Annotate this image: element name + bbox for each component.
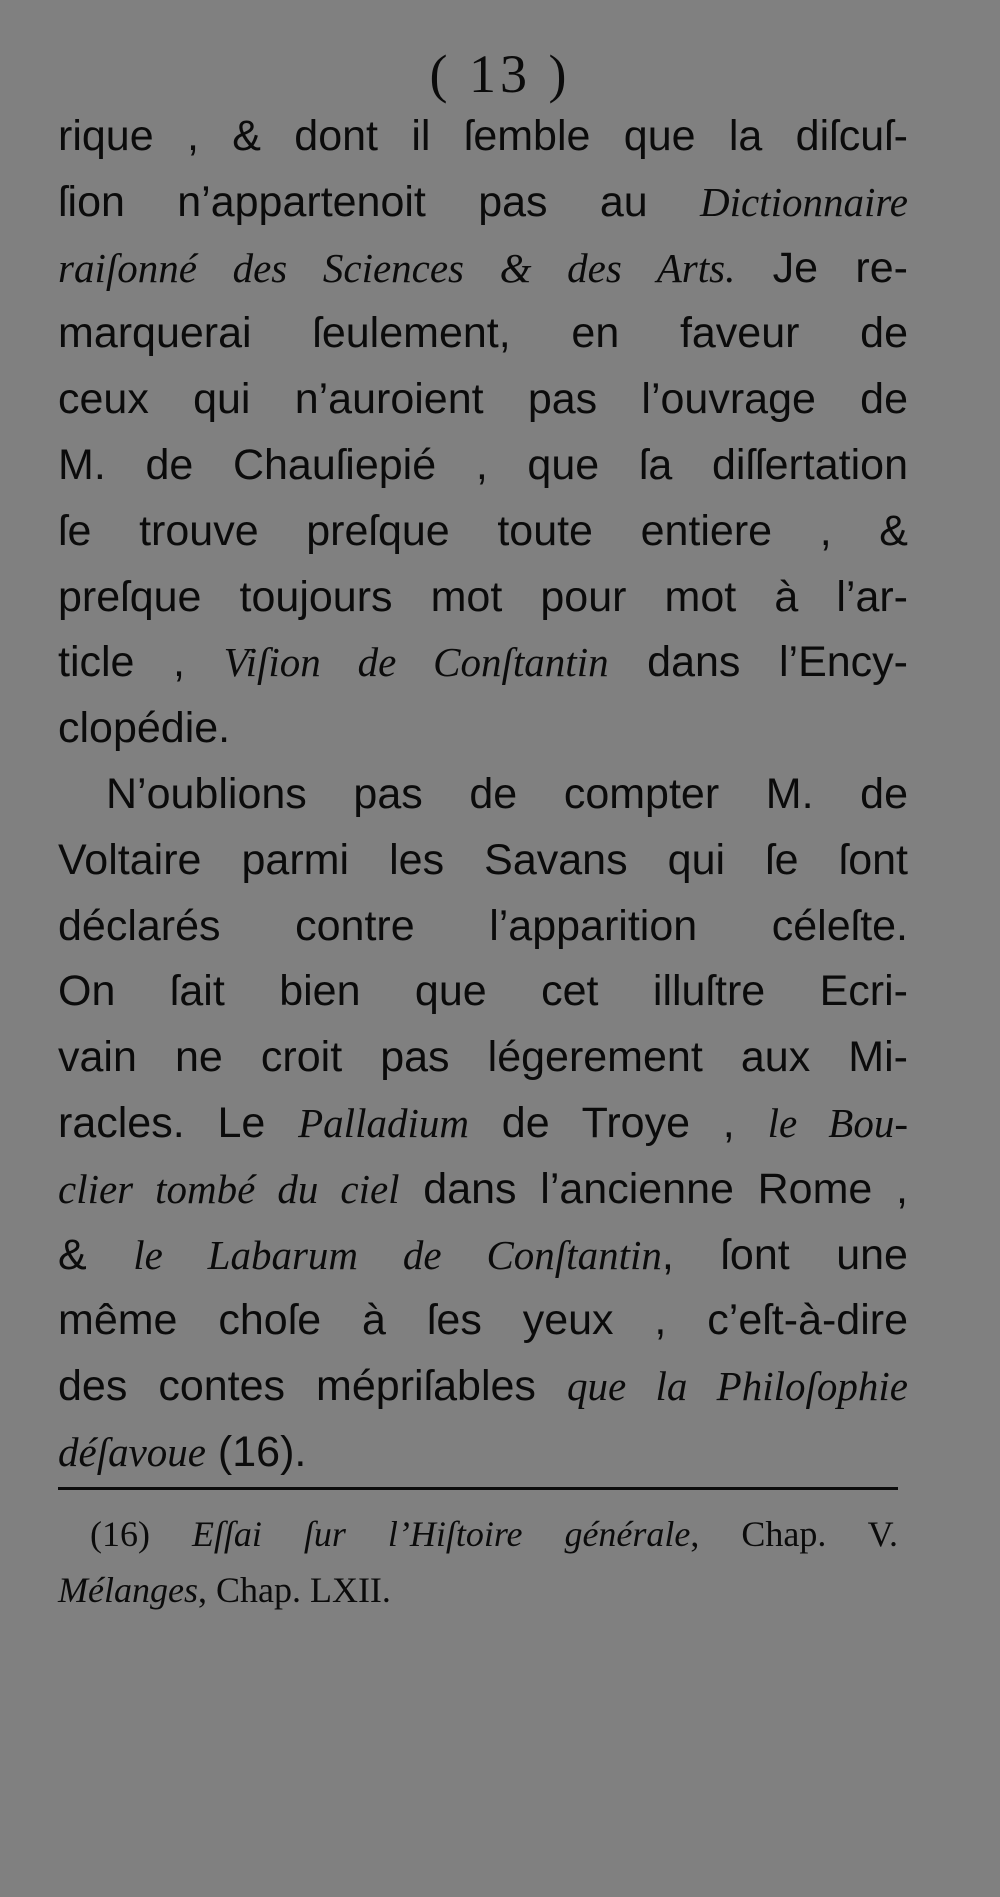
footnote-line: (16) Eſſai ſur l’Hiſtoire générale, Chap. V. (90, 1514, 899, 1554)
text-line: des contes mépriſables que la Philoſophie (58, 1362, 908, 1411)
text-line: racles. Le Palladium de Troye , le Bou- (58, 1098, 909, 1147)
footnote-line: Mélanges, Chap. LXII. (58, 1570, 391, 1610)
text-line: preſque toujours mot pour mot à l’ar- (58, 572, 908, 621)
text-line: marquerai ſeulement, en faveur de (58, 309, 908, 358)
text-line: rique , & dont il ſemble que la diſcuſ- (58, 112, 908, 160)
text-line: clier tombé du ciel dans l’ancienne Rome , (58, 1164, 908, 1213)
text-line: & le Labarum de Conſtantin, ſont une (58, 1230, 908, 1279)
text-line: ticle , Viſion de Conſtantin dans l’Ency- (58, 638, 908, 687)
book-title-dictionnaire: Dictionnaire (699, 178, 908, 225)
text-line: vain ne croit pas légerement aux Mi- (58, 1033, 908, 1082)
paragraph-start: N’oublions pas de compter M. de (106, 769, 908, 818)
article-title: Viſion de Conſtantin (223, 639, 609, 686)
book-title-subtitle: raiſonné des Sciences & des Arts. (58, 244, 736, 291)
text-line: déclarés contre l’apparition céleſte. (58, 901, 908, 950)
text-line: ſe trouve preſque toute entiere , & (58, 506, 908, 555)
text-line: M. de Chauſiepié , que ſa diſſertation (58, 440, 908, 489)
text-line: ſion n’appartenoit pas au Dictionnaire (58, 177, 908, 226)
text-line: clopédie. (58, 704, 231, 753)
text-line: ceux qui n’auroient pas l’ouvrage de (58, 375, 908, 424)
body-text (58, 104, 908, 1486)
text-line: raiſonné des Sciences & des Arts. Je re- (58, 243, 908, 292)
footnote-divider (58, 1487, 898, 1490)
text-line: Voltaire parmi les Savans qui ſe ſont (58, 835, 908, 884)
page-number: ( 13 ) (429, 44, 571, 104)
text-line: On ſait bien que cet illuſtre Ecri- (58, 967, 908, 1016)
footnote-reference: (16). (205, 1427, 307, 1476)
text-line: déſavoue (16). (58, 1427, 307, 1476)
footnote (58, 1506, 899, 1618)
text-line: même choſe à ſes yeux , c’eſt-à-dire (58, 1296, 908, 1345)
